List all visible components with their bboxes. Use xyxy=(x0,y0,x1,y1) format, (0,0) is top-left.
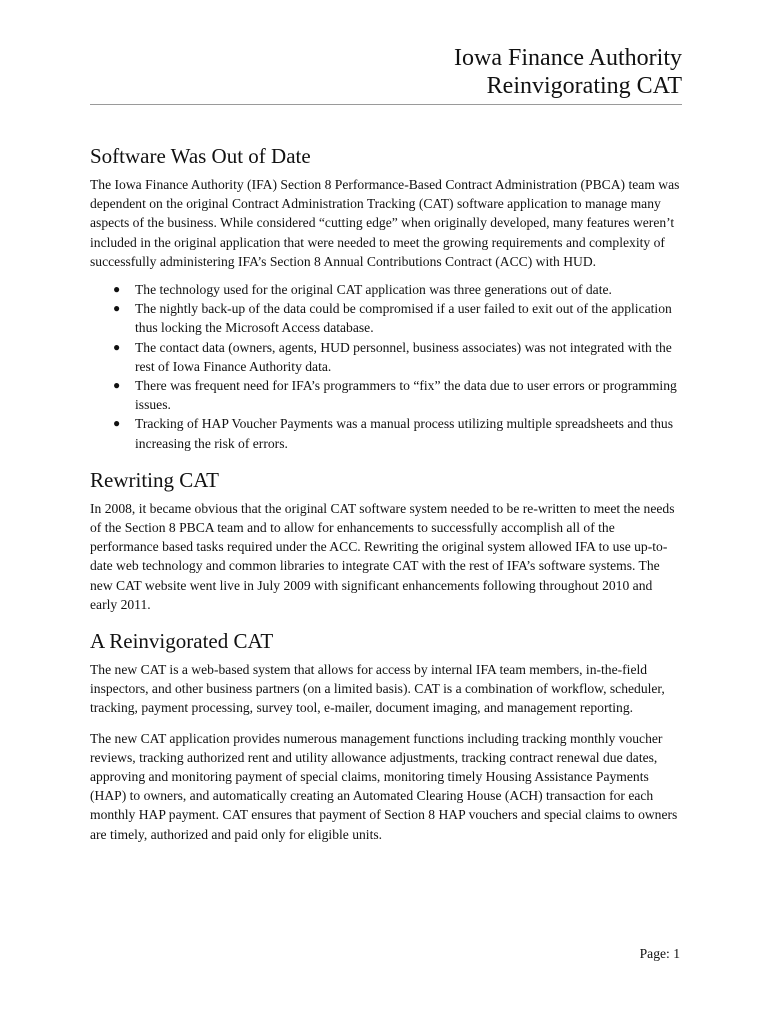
bullet-item xyxy=(90,338,682,376)
bullet-list xyxy=(90,280,682,453)
bullet-text: There was frequent need for IFA’s programmers to “fix” the data due to user errors or programming issues. xyxy=(135,378,677,413)
header-title: Reinvigorating CAT xyxy=(486,73,682,99)
bullet-item xyxy=(90,280,682,299)
bullet-icon: ● xyxy=(113,301,121,316)
bullet-text: The contact data (owners, agents, HUD personnel, business associates) was not integrated with the rest of Iowa Finance Authority data. xyxy=(135,339,672,374)
page-number: Page: 1 xyxy=(639,946,680,961)
section-paragraph: The Iowa Finance Authority (IFA) Section 8 Performance-Based Contract Administration (PBCA) team was dependent on the original Contract Administration Tracking (CAT) software application to manage many aspects of the business. While considered “cutting edge” when originally developed, many features weren’t included in the original application that were needed to meet the growing requirements and complexity of successfully administering IFA’s Section 8 Annual Contributions Contract (ACC) with HUD. xyxy=(90,177,680,269)
header-organization: Iowa Finance Authority xyxy=(454,45,682,71)
section-heading-reinvigorated-cat: A Reinvigorated CAT xyxy=(90,629,274,654)
bullet-text: The technology used for the original CAT application was three generations out of date. xyxy=(135,282,612,298)
section-heading-software-out-of-date: Software Was Out of Date xyxy=(90,144,311,168)
bullet-text: The nightly back-up of the data could be compromised if a user failed to exit out of the application thus locking the Microsoft Access database. xyxy=(135,301,672,336)
section-paragraph: The new CAT is a web-based system that allows for access by internal IFA team members, in-the-field inspectors, and other business partners (on a limited basis). CAT is a combination of workflow, scheduler, tracking, payment processing, survey tool, e-mailer, document imaging, and management reporting. xyxy=(90,662,665,716)
bullet-icon: ● xyxy=(113,416,121,431)
bullet-item xyxy=(90,299,682,337)
bullet-item xyxy=(90,414,682,452)
section-heading-rewriting-cat: Rewriting CAT xyxy=(90,467,219,492)
bullet-icon: ● xyxy=(113,378,121,393)
section-paragraph: In 2008, it became obvious that the original CAT software system needed to be re-written to meet the needs of the Section 8 PBCA team and to allow for enhancements to successfully accomplish all of the performance based tasks required under the ACC. Rewriting the original system allowed IFA to use up-to-date web technology and common libraries to integrate CAT with the rest of IFA’s software systems. The new CAT website went live in July 2009 with significant enhancements following throughout 2010 and early 2011. xyxy=(90,500,675,612)
document-header xyxy=(90,44,682,105)
bullet-text: Tracking of HAP Voucher Payments was a manual process utilizing multiple spreadsheets and thus increasing the risk of errors. xyxy=(135,416,674,451)
document-page xyxy=(90,44,682,844)
bullet-icon: ● xyxy=(113,282,121,297)
bullet-icon: ● xyxy=(113,339,121,354)
section-paragraph: The new CAT application provides numerous management functions including tracking monthly voucher reviews, tracking authorized rent and utility allowance adjustments, tracking contract renewal due dates, approving and monitoring payment of special claims, monitoring timely Housing Assistance Payments (HAP) to owners, and automatically creating an Automated Clearing House (ACH) transaction for each monthly HAP payment. CAT ensures that payment of Section 8 HAP vouchers and special claims to owners are timely, authorized and paid only for eligible units. xyxy=(90,730,678,842)
bullet-item xyxy=(90,376,682,414)
